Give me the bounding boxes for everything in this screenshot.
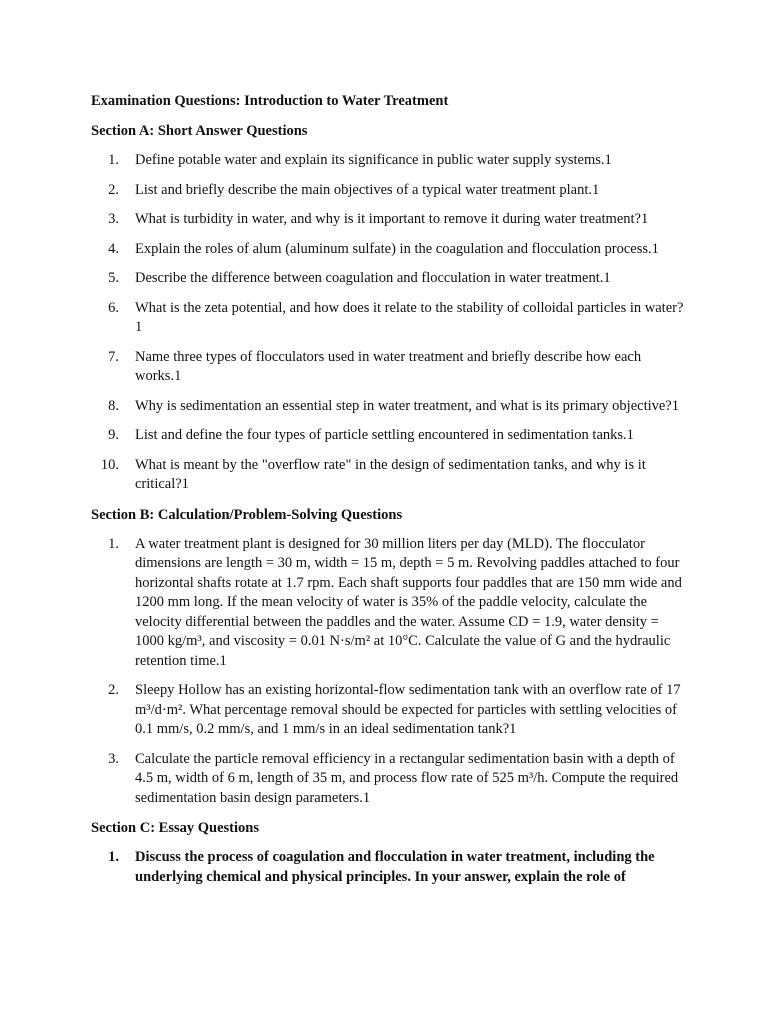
section-a-heading: Section A: Short Answer Questions: [91, 123, 308, 139]
list-item: [91, 240, 688, 260]
question-number: 9.: [108, 427, 119, 443]
list-item: [91, 848, 688, 887]
question-number: 10.: [100, 456, 119, 473]
question-text: Discuss the process of coagulation and flocculation in water treatment, including the underlying chemical and physical principles. In your answer, explain the role of: [135, 849, 655, 885]
question-text: What is meant by the "overflow rate" in the design of sedimentation tanks, and why is it critical?1: [135, 456, 646, 492]
question-text: Calculate the particle removal efficiency in a rectangular sedimentation basin with a depth of 4.5 m, width of 6 m, length of 35 m, and process flow rate of 525 m³/h. Compute the required sedimentation basin design parameters.1: [135, 750, 679, 806]
list-item: [91, 456, 688, 495]
document-title: Examination Questions: Introduction to Water Treatment: [91, 93, 449, 109]
question-text: Sleepy Hollow has an existing horizontal-flow sedimentation tank with an overflow rate of 17 m³/d·m². What percentage removal should be expected for particles with settling velocities of 0.1 mm/s, 0.2 mm/s, and 1 mm/s in an ideal sedimentation tank?1: [135, 682, 681, 737]
question-number: 1.: [108, 849, 119, 865]
question-number: 2.: [108, 181, 119, 198]
question-number: 3.: [108, 750, 119, 767]
list-item: [91, 210, 688, 230]
section-b-question-list: [91, 535, 688, 809]
list-item: [91, 397, 688, 417]
list-item: [91, 535, 688, 672]
question-text: Explain the roles of alum (aluminum sulfate) in the coagulation and flocculation process.1: [135, 240, 659, 257]
question-text: Why is sedimentation an essential step in water treatment, and what is its primary objective?1: [135, 397, 679, 414]
question-number: 7.: [108, 348, 119, 365]
list-item: [91, 181, 688, 201]
question-number: 1.: [108, 152, 119, 168]
question-number: 4.: [108, 240, 119, 257]
list-item: [91, 269, 688, 289]
section-a-question-list: [91, 151, 688, 495]
section-c-heading: Section C: Essay Questions: [91, 820, 259, 836]
question-number: 3.: [108, 211, 119, 227]
list-item: [91, 299, 688, 338]
list-item: [91, 426, 688, 446]
list-item: [91, 151, 688, 171]
list-item: [91, 681, 688, 740]
question-text: Describe the difference between coagulation and flocculation in water treatment.1: [135, 270, 611, 286]
question-number: 6.: [108, 299, 119, 316]
question-text: List and briefly describe the main objectives of a typical water treatment plant.1: [135, 181, 600, 198]
question-text: What is turbidity in water, and why is it important to remove it during water treatment?1: [135, 211, 649, 227]
question-number: 1.: [108, 535, 119, 552]
list-item: [91, 348, 688, 387]
list-item: [91, 750, 688, 809]
section-c-question-list: [91, 848, 688, 887]
question-text: Name three types of flocculators used in water treatment and briefly describe how each works.1: [135, 348, 642, 384]
question-text: Define potable water and explain its significance in public water supply systems.1: [135, 152, 612, 168]
section-b-heading: Section B: Calculation/Problem-Solving Questions: [91, 506, 403, 523]
question-text: What is the zeta potential, and how does it relate to the stability of colloidal particles in water?1: [135, 299, 684, 335]
question-text: List and define the four types of particle settling encountered in sedimentation tanks.1: [135, 427, 634, 443]
question-number: 2.: [108, 682, 119, 698]
question-text: A water treatment plant is designed for 30 million liters per day (MLD). The flocculator dimensions are length = 30 m, width = 15 m, depth = 5 m. Revolving paddles attached to four horizontal shafts rotate at 1.7 rpm. Each shaft supports four paddles that are 150 mm wide and 1200 mm long. If the mean velocity of water is 35% of the paddle velocity, calculate the velocity differential between the paddles and the water. Assume CD = 1.9, water density = 1000 kg/m³, and viscosity = 0.01 N·s/m² at 10°C. Calculate the value of G and the hydraulic retention time.1: [135, 535, 682, 669]
question-number: 8.: [108, 397, 119, 414]
question-number: 5.: [108, 270, 119, 286]
